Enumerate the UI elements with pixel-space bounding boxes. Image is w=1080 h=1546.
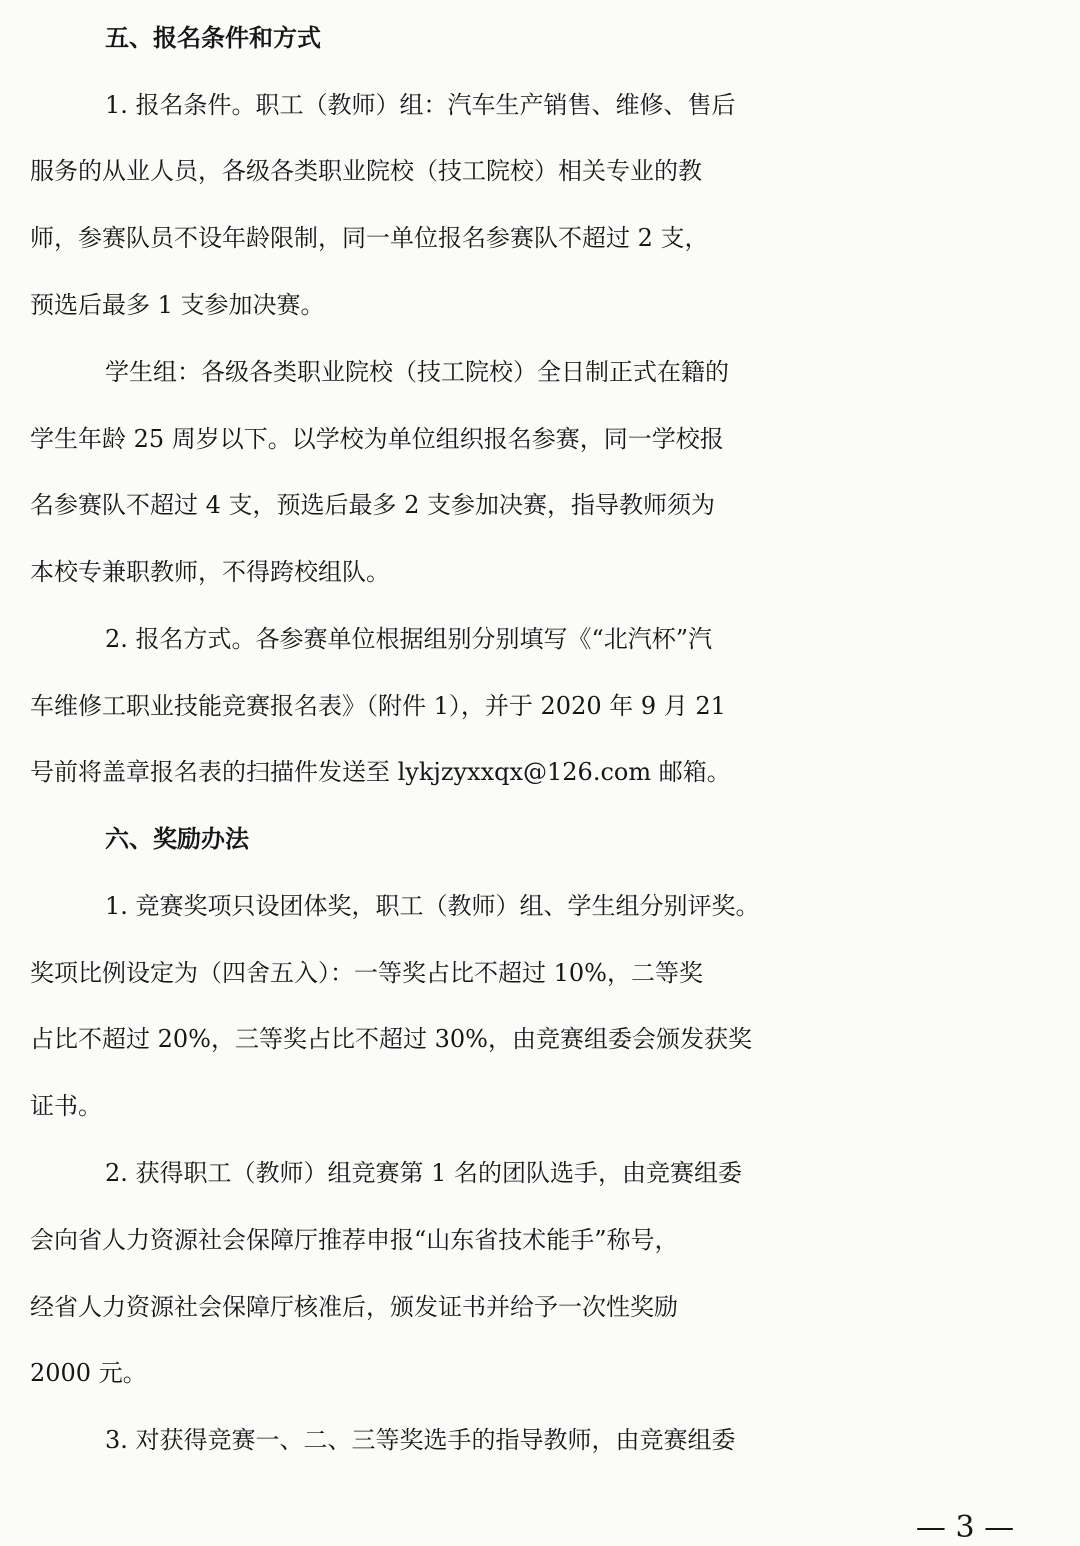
paragraph-line: 1. 报名条件。职工（教师）组：汽车生产销售、维修、售后: [105, 91, 736, 119]
paragraph-line: 预选后最多 1 支参加决赛。: [30, 291, 325, 319]
paragraph-line: 2. 获得职工（教师）组竞赛第 1 名的团队选手，由竞赛组委: [105, 1159, 743, 1187]
paragraph-line: 本校专兼职教师，不得跨校组队。: [30, 558, 390, 586]
paragraph-line: 奖项比例设定为（四舍五入）：一等奖占比不超过 10%，二等奖: [30, 959, 703, 987]
paragraph-line: 证书。: [30, 1092, 102, 1120]
paragraph-line: 占比不超过 20%，三等奖占比不超过 30%，由竞赛组委会颁发获奖: [30, 1025, 752, 1053]
paragraph-line: 名参赛队不超过 4 支，预选后最多 2 支参加决赛，指导教师须为: [30, 491, 716, 519]
paragraph-line: 2. 报名方式。各参赛单位根据组别分别填写《“北汽杯”汽: [105, 625, 713, 653]
section-heading-registration: 五、报名条件和方式: [105, 24, 321, 52]
paragraph-line: 经省人力资源社会保障厅核准后，颁发证书并给予一次性奖励: [30, 1293, 678, 1321]
paragraph-line: 会向省人力资源社会保障厅推荐申报“山东省技术能手”称号，: [30, 1226, 679, 1254]
paragraph-line: 学生年龄 25 周岁以下。以学校为单位组织报名参赛，同一学校报: [30, 425, 724, 453]
section-heading-rewards: 六、奖励办法: [105, 825, 249, 853]
paragraph-line: 2000 元。: [30, 1359, 147, 1387]
paragraph-line: 学生组：各级各类职业院校（技工院校）全日制正式在籍的: [105, 358, 729, 386]
paragraph-line: 服务的从业人员，各级各类职业院校（技工院校）相关专业的教: [30, 157, 702, 185]
paragraph-line: 1. 竞赛奖项只设团体奖，职工（教师）组、学生组分别评奖。: [105, 892, 760, 920]
paragraph-line: 车维修工职业技能竞赛报名表》（附件 1），并于 2020 年 9 月 21: [30, 692, 726, 720]
paragraph-line: 号前将盖章报名表的扫描件发送至 lykjzyxxqx@126.com 邮箱。: [30, 758, 731, 786]
paragraph-line: 师，参赛队员不设年龄限制，同一单位报名参赛队不超过 2 支，: [30, 224, 709, 252]
page-number: — 3 —: [915, 1510, 1015, 1545]
paragraph-line: 3. 对获得竞赛一、二、三等奖选手的指导教师，由竞赛组委: [105, 1426, 736, 1454]
